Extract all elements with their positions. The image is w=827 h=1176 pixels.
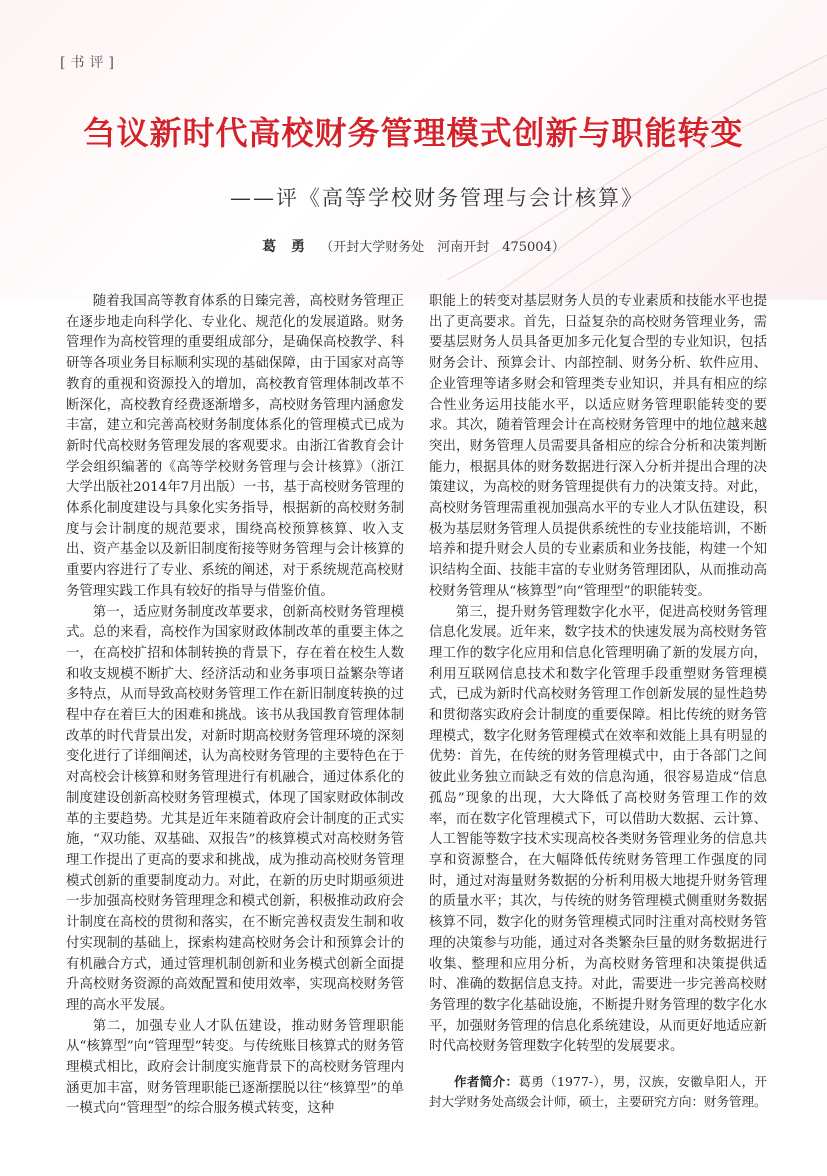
paragraph-second-point-continued: 职能上的转变对基层财务人员的专业素质和技能水平也提出了更高要求。首先，日益复杂的高校财务管理业务，需要基层财务人员具备更加多元化复合型的专业知识，包括财务会计、预算会计、内部控制、财务分析、软件应用、企业管理等诸多财会和管理类专业知识，并具有相应的综合性业务运用技能水平，以适应财务管理职能转变的要求。其次，随着管理会计在高校财务管理中的地位越来越突出，财务管理人员需要具备相应的综合分析和决策判断能力，根据具体的财务数据进行深入分析并提出合理的决策建议，为高校的财务管理提供有力的决策支持。对此，高校财务管理需重视加强高水平的专业人才队伍建设，积极为基层财务管理人员提供系统性的专业技能培训，不断培养和提升财会人员的专业素质和业务技能，构建一个知识结构全面、技能丰富的专业财务管理团队，从而推动高校财务管理从“核算型”向“管理型”的职能转变。 — [429, 294, 767, 599]
left-column — [66, 292, 404, 1120]
author-bio-text: 葛勇（1977-），男，汉族，安徽阜阳人，开封大学财务处高级会计师，硕士，主要研究方向：财务管理。 — [429, 1074, 767, 1110]
paragraph-first-point: 第一，适应财务制度改革要求，创新高校财务管理模式。总的来看，高校作为国家财政体制改革的重要主体之一，在高校扩招和体制转换的背景下，存在着在校生人数和收支规模不断扩大、经济活动和业务事项日益繁杂等诸多特点，从而导致高校财务管理工作在新旧制度转换的过程中存在着巨大的困难和挑战。该书从我国教育管理体制改革的时代背景出发，对新时期高校财务管理环境的深刻变化进行了详细阐述，认为高校财务管理的主要特色在于对高校会计核算和财务管理进行有机融合，通过体系化的制度建设创新高校财务管理模式，体现了国家财政体制改革的主要趋势。尤其是近年来随着政府会计制度的正式实施，“双功能、双基础、双报告”的核算模式对高校财务管理工作提出了更高的要求和挑战，成为推动高校财务管理模式创新的重要制度动力。对此，在新的历史时期亟须进一步加强高校财务管理理念和模式创新，积极推动政府会计制度在高校的贯彻和落实，在不断完善权责发生制和收付实现制的基础上，探索构建高校财务会计和预算会计的有机融合方式，通过管理机制创新和业务模式创新全面提升高校财务资源的高效配置和使用效率，实现高校财务管理的高水平发展。 — [66, 604, 404, 1013]
article-title: 刍议新时代高校财务管理模式创新与职能转变 — [83, 114, 744, 152]
right-column — [429, 292, 767, 1112]
paragraph-intro: 随着我国高等教育体系的日臻完善，高校财务管理正在逐步地走向科学化、专业化、规范化的发展道路。财务管理作为高校管理的重要组成部分，是确保高校教学、科研等各项业务目标顺利实现的基础保障，由于国家对高等教育的重视和资源投入的增加，高校教育管理体制改革不断深化，高校教育经费逐渐增多，高校财务管理内涵愈发丰富，建立和完善高校财务制度体系化的管理模式已成为新时代高校财务管理发展的客观要求。由浙江省教育会计学会组织编著的《高等学校财务管理与会计核算》（浙江大学出版社2014年7月出版）一书，基于高校财务管理的体系化制度建设与具象化实务指导，根据新的高校财务制度与会计制度的规范要求，围绕高校预算核算、收入支出、资产基金以及新旧制度衔接等财务管理与会计核算的重要内容进行了专业、系统的阐述，对于系统规范高校财务管理实践工作具有较好的指导与借鉴价值。 — [66, 294, 404, 599]
section-tag: [书评] — [60, 55, 119, 71]
author-bio — [429, 1072, 767, 1112]
byline — [0, 236, 827, 256]
author-bio-label: 作者简介： — [454, 1074, 519, 1090]
article-subtitle: ——评《高等学校财务管理与会计核算》 — [230, 186, 644, 210]
author-affiliation: （开封大学财务处 河南开封 475004） — [320, 240, 565, 255]
paragraph-second-point: 第二，加强专业人才队伍建设，推动财务管理职能从“核算型”向“管理型”转变。与传统账目核算式的财务管理模式相比，政府会计制度实施背景下的高校财务管理内涵更加丰富，财务管理职能已逐渐摆脱以往“核算型”的单一模式向“管理型”的综合服务模式转变，这种 — [66, 1018, 404, 1117]
author-name: 葛 勇 — [262, 239, 311, 255]
paragraph-third-point: 第三，提升财务管理数字化水平，促进高校财务管理信息化发展。近年来，数字技术的快速发展为高校财务管理工作的数字化应用和信息化管理明确了新的发展方向，利用互联网信息技术和数字化管理手段重塑财务管理模式，已成为新时代高校财务管理工作创新发展的显性趋势和贯彻落实政府会计制度的重要保障。相比传统的财务管理模式，数字化财务管理模式在效率和效能上具有明显的优势：首先，在传统的财务管理模式中，由于各部门之间彼此业务独立而缺乏有效的信息沟通，很容易造成“信息孤岛”现象的出现，大大降低了高校财务管理工作的效率，而在数字化管理模式下，可以借助大数据、云计算、人工智能等数字技术实现高校各类财务管理业务的信息共享和资源整合，在大幅降低传统财务管理工作强度的同时，通过对海量财务数据的分析利用极大地提升财务管理的质量水平；其次，与传统的财务管理模式侧重财务数据核算不同，数字化的财务管理模式同时注重对高校财务管理的决策参与功能，通过对各类繁杂巨量的财务数据进行收集、整理和应用分析，为高校财务管理和决策提供适时、准确的数据信息支持。对此，需要进一步完善高校财务管理的数字化基础设施，不断提升财务管理的数字化水平，加强财务管理的信息化系统建设，从而更好地适应新时代高校财务管理数字化转型的发展要求。 — [429, 604, 767, 1055]
